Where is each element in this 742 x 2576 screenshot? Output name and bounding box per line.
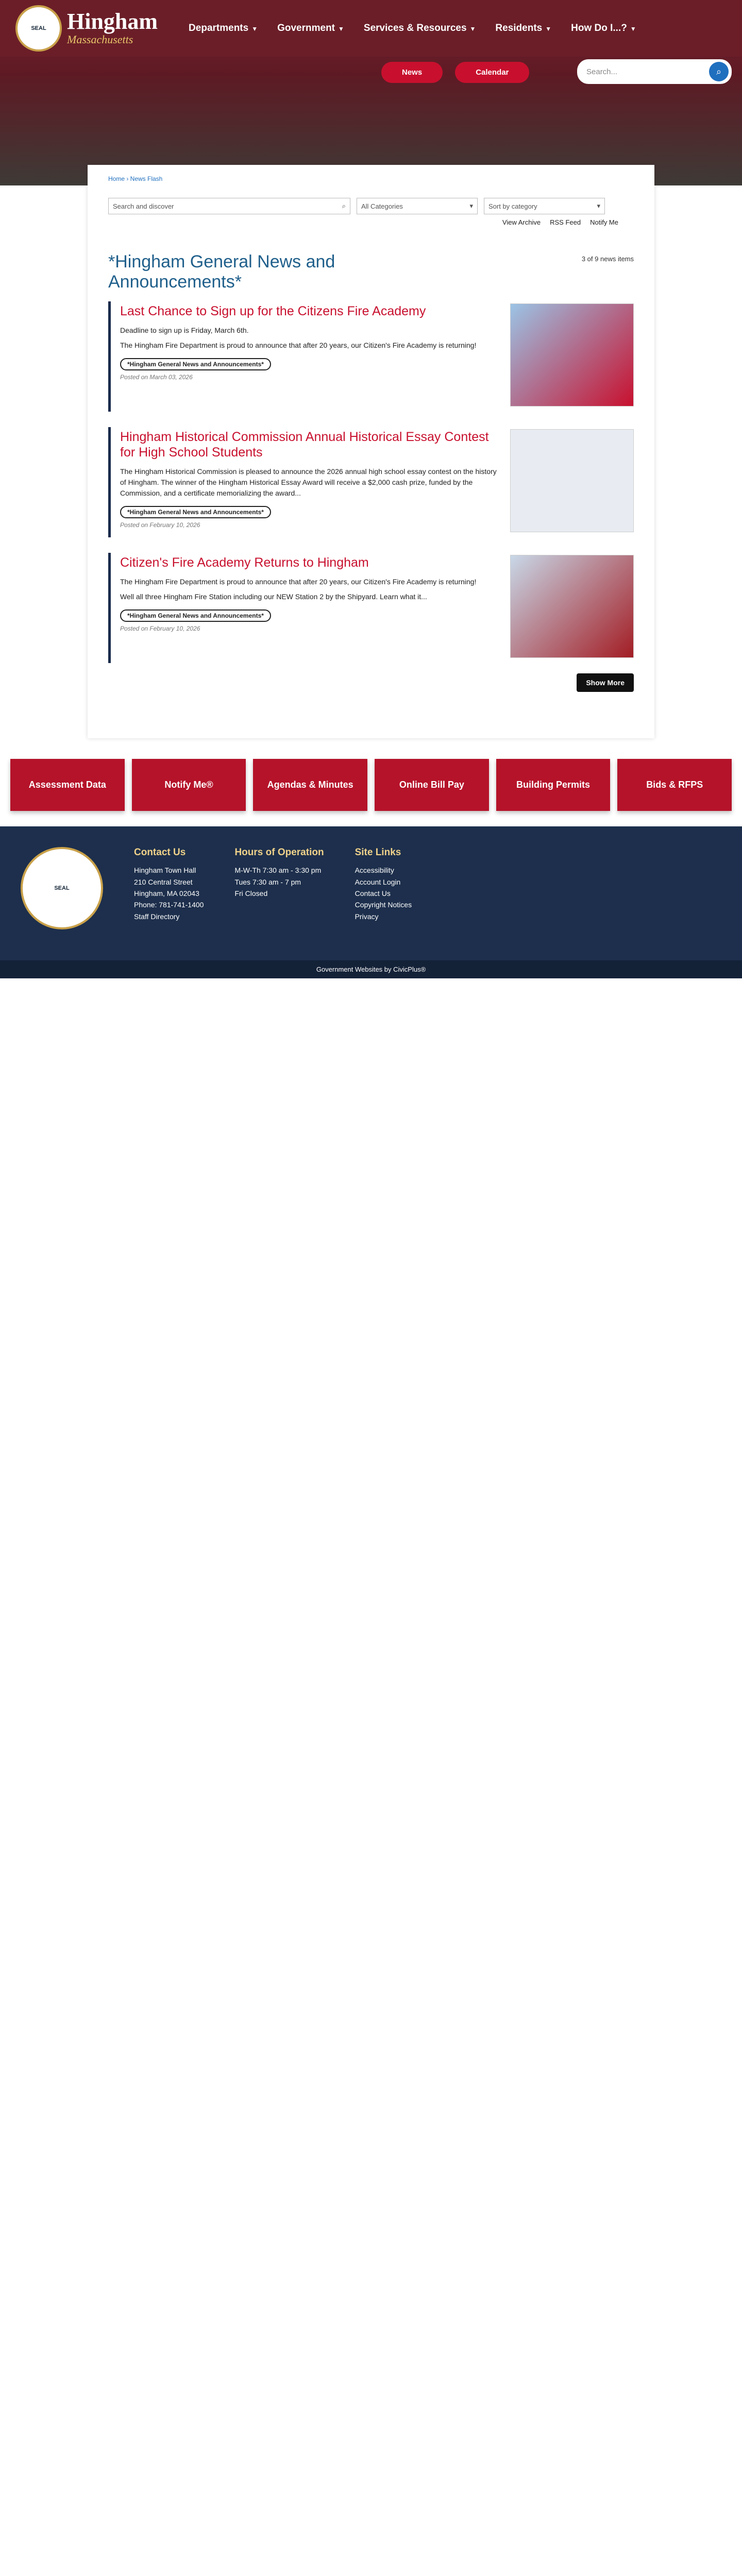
quick-link[interactable]: Bids & RFPS — [617, 759, 732, 811]
staff-directory-link[interactable]: Staff Directory — [134, 912, 180, 921]
chevron-down-icon: ▼ — [630, 25, 636, 32]
chevron-down-icon: ▼ — [545, 25, 552, 32]
contact-line: Phone: 781-741-1400 — [134, 901, 204, 909]
category-tag[interactable]: *Hingham General News and Announcements* — [120, 506, 271, 518]
chevron-down-icon: ▾ — [469, 202, 473, 210]
site-logo[interactable] — [15, 5, 158, 52]
breadcrumb[interactable]: Home › News Flash — [108, 175, 163, 182]
show-more-button[interactable]: Show More — [577, 673, 634, 692]
news-search-input[interactable]: Search and discover ⌕ — [108, 198, 350, 214]
news-line: The Hingham Fire Department is proud to announce that after 20 years, our Citizen's Fire Academy is returning! — [120, 341, 477, 350]
posted-date: Posted on March 03, 2026 — [120, 374, 193, 381]
brand-name: Hingham — [67, 9, 158, 34]
footer-seal-icon: SEAL — [21, 847, 103, 929]
news-line: The Hingham Historical Commission is pleased to announce the 2026 annual high school essay contest on the history of Hingham. The winner of the Hingham Historical Essay Award will receive a $2,000 cash prize, funded by the Commission, and a certificate memorializing the award... — [120, 467, 497, 498]
item-count: 3 of 9 news items — [581, 255, 634, 263]
quick-link[interactable]: Building Permits — [496, 759, 611, 811]
site-header — [0, 0, 742, 185]
rss-feed-link[interactable]: RSS Feed — [550, 218, 581, 226]
news-line: The Hingham Fire Department is proud to announce that after 20 years, our Citizen's Fire Academy is returning! — [120, 578, 477, 586]
links-heading: Site Links — [355, 847, 401, 858]
chevron-down-icon: ▼ — [469, 25, 476, 32]
nav-departments[interactable]: Departments ▼ — [189, 23, 258, 33]
news-thumbnail[interactable] — [510, 555, 634, 658]
quick-link[interactable]: Online Bill Pay — [375, 759, 489, 811]
chevron-down-icon: ▼ — [251, 25, 258, 32]
civicplus-credit[interactable]: Government Websites by CivicPlus® — [0, 960, 742, 978]
news-line: Deadline to sign up is Friday, March 6th. — [120, 326, 249, 335]
nav-how-do-i[interactable]: How Do I...? ▼ — [571, 23, 636, 33]
category-select[interactable]: All Categories ▾ — [357, 198, 478, 214]
news-item — [108, 427, 634, 537]
hours-line: Tues 7:30 am - 7 pm — [234, 877, 301, 886]
chevron-down-icon: ▼ — [338, 25, 344, 32]
category-tag[interactable]: *Hingham General News and Announcements* — [120, 358, 271, 370]
calendar-button[interactable]: Calendar — [455, 62, 529, 83]
search-icon[interactable]: ⌕ — [709, 62, 729, 81]
sort-select[interactable]: Sort by category ▾ — [484, 198, 605, 214]
news-thumbnail[interactable] — [510, 429, 634, 532]
hours-heading: Hours of Operation — [234, 847, 324, 858]
notify-me-link[interactable]: Notify Me — [590, 218, 618, 226]
quick-link[interactable]: Assessment Data — [10, 759, 125, 811]
news-title[interactable]: Last Chance to Sign up for the Citizens Fire Academy — [120, 304, 426, 319]
news-item — [108, 301, 634, 412]
quick-link[interactable]: Notify Me® — [132, 759, 246, 811]
quick-links — [0, 738, 742, 826]
search-icon: ⌕ — [342, 202, 346, 210]
main-nav — [189, 23, 636, 34]
town-seal-icon: SEAL — [15, 5, 62, 52]
category-tag[interactable]: *Hingham General News and Announcements* — [120, 609, 271, 622]
news-button[interactable]: News — [381, 62, 443, 83]
news-title[interactable]: Citizen's Fire Academy Returns to Hingham — [120, 555, 369, 570]
nav-services[interactable]: Services & Resources ▼ — [363, 23, 476, 33]
brand-script: Massachusetts — [67, 33, 133, 46]
news-line: Well all three Hingham Fire Station including our NEW Station 2 by the Shipyard. Learn what it... — [120, 592, 427, 601]
site-search-input[interactable]: Search... — [586, 67, 618, 76]
contact-line: Hingham Town Hall — [134, 866, 196, 875]
nav-residents[interactable]: Residents ▼ — [495, 23, 552, 33]
quick-link[interactable]: Agendas & Minutes — [253, 759, 367, 811]
news-title[interactable]: Hingham Historical Commission Annual Historical Essay Contest for High School Students — [120, 430, 489, 460]
footer-link[interactable]: Accessibility — [355, 866, 394, 875]
hours-line: Fri Closed — [234, 889, 268, 897]
hours-line: M-W-Th 7:30 am - 3:30 pm — [234, 866, 322, 875]
news-thumbnail[interactable] — [510, 303, 634, 406]
content-card — [88, 165, 654, 738]
nav-government[interactable]: Government ▼ — [277, 23, 344, 33]
footer-link[interactable]: Copyright Notices — [355, 901, 412, 909]
posted-date: Posted on February 10, 2026 — [120, 521, 200, 529]
contact-heading: Contact Us — [134, 847, 186, 858]
contact-line: 210 Central Street — [134, 877, 193, 886]
chevron-down-icon: ▾ — [597, 202, 600, 210]
section-title[interactable]: *Hingham General News and Announcements* — [108, 252, 335, 292]
view-archive-link[interactable]: View Archive — [502, 218, 541, 226]
footer-link[interactable]: Contact Us — [355, 889, 391, 897]
news-item — [108, 553, 634, 663]
site-footer — [0, 826, 742, 960]
posted-date: Posted on February 10, 2026 — [120, 625, 200, 633]
contact-line: Hingham, MA 02043 — [134, 889, 199, 897]
footer-link[interactable]: Privacy — [355, 912, 379, 921]
footer-link[interactable]: Account Login — [355, 877, 401, 886]
site-search[interactable] — [577, 59, 732, 84]
